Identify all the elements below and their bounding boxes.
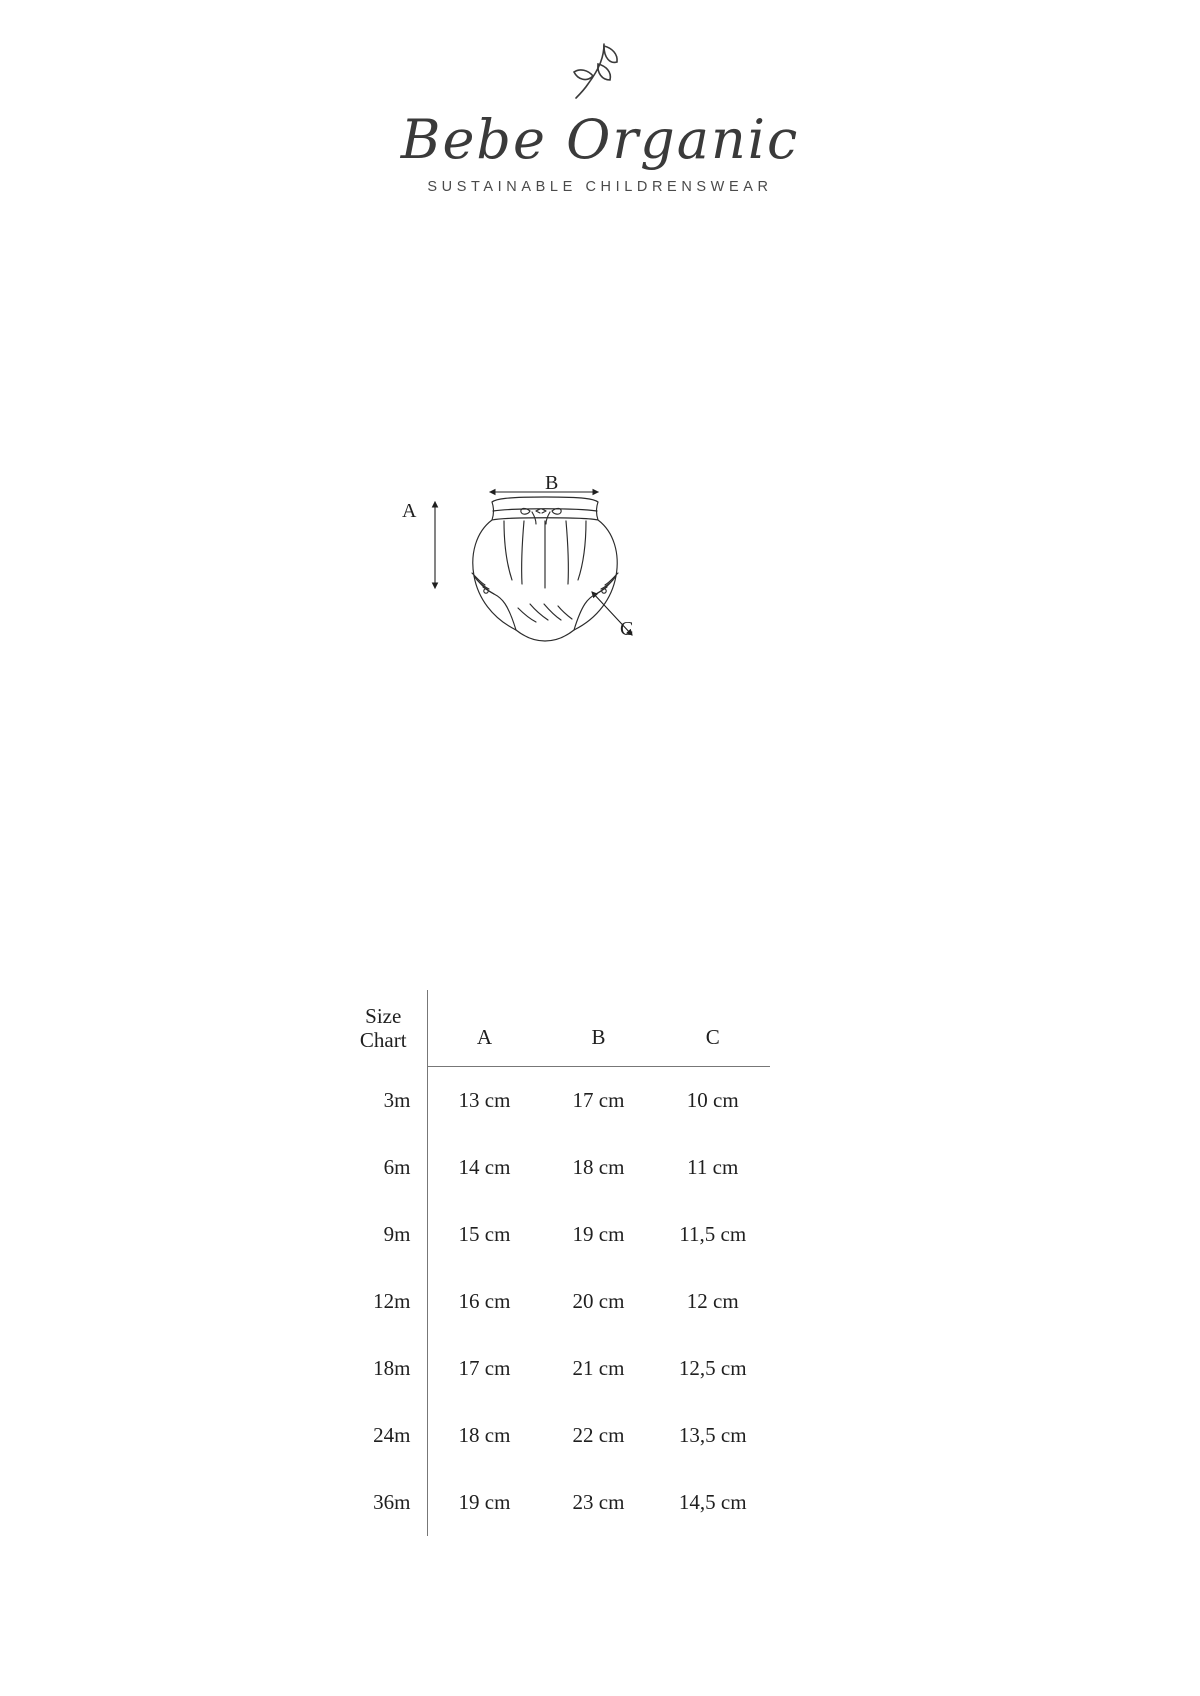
table-row: [340, 1402, 770, 1469]
brand-name: Bebe Organic: [400, 108, 800, 171]
cell-c: 12,5 cm: [678, 1356, 747, 1380]
column-header-c: C: [656, 990, 771, 1067]
cell-a: 19 cm: [427, 1469, 542, 1536]
row-size-label: 18m: [373, 1356, 411, 1380]
brand-tagline: SUSTAINABLE CHILDRENSWEAR: [427, 178, 773, 195]
cell-b: 18 cm: [572, 1155, 625, 1179]
table-row: [340, 1134, 770, 1201]
size-chart-table: [340, 990, 770, 1536]
column-header-b: B: [542, 990, 656, 1067]
table-row: [340, 1335, 770, 1402]
cell-b: 19 cm: [572, 1222, 625, 1246]
size-chart: [340, 990, 770, 1536]
cell-b: 17 cm: [572, 1088, 625, 1112]
table-row: [340, 1201, 770, 1268]
cell-a: 18 cm: [427, 1402, 542, 1469]
cell-b: 21 cm: [572, 1356, 625, 1380]
row-size-label: 24m: [373, 1423, 411, 1447]
cell-c: 12 cm: [686, 1289, 739, 1313]
column-header-a: A: [427, 990, 542, 1067]
cell-c: 11,5 cm: [679, 1222, 747, 1246]
bloomers-illustration: [380, 480, 700, 690]
cell-b: 23 cm: [572, 1490, 625, 1514]
cell-b: 20 cm: [572, 1289, 625, 1313]
cell-c: 13,5 cm: [678, 1423, 747, 1447]
size-chart-title-line1: Size: [365, 1004, 402, 1029]
row-size-label: 36m: [373, 1490, 411, 1514]
dimension-label-b: B: [545, 472, 559, 494]
table-row: [340, 1268, 770, 1335]
cell-a: 13 cm: [427, 1067, 542, 1135]
row-size-label: 3m: [383, 1087, 411, 1112]
dimension-label-a: A: [402, 500, 417, 522]
cell-c: 10 cm: [686, 1088, 739, 1112]
cell-a: 16 cm: [427, 1268, 542, 1335]
cell-a: 17 cm: [427, 1335, 542, 1402]
cell-a: 14 cm: [427, 1134, 542, 1201]
size-chart-title-line2: Chart: [359, 1028, 407, 1053]
table-row: [340, 1067, 770, 1135]
row-size-label: 6m: [383, 1155, 411, 1179]
table-header-row: [340, 990, 770, 1067]
table-row: [340, 1469, 770, 1536]
cell-a: 15 cm: [427, 1201, 542, 1268]
leaf-sprig-icon: [560, 40, 640, 102]
cell-c: 14,5 cm: [678, 1490, 747, 1514]
bloomers-technical-drawing: [380, 472, 700, 700]
dimension-label-c: C: [620, 618, 634, 640]
row-size-label: 12m: [373, 1289, 411, 1313]
size-chart-title: [340, 990, 427, 1067]
cell-b: 22 cm: [572, 1423, 625, 1447]
brand-header: [0, 40, 1200, 195]
cell-c: 11 cm: [687, 1155, 739, 1179]
row-size-label: 9m: [383, 1222, 411, 1246]
